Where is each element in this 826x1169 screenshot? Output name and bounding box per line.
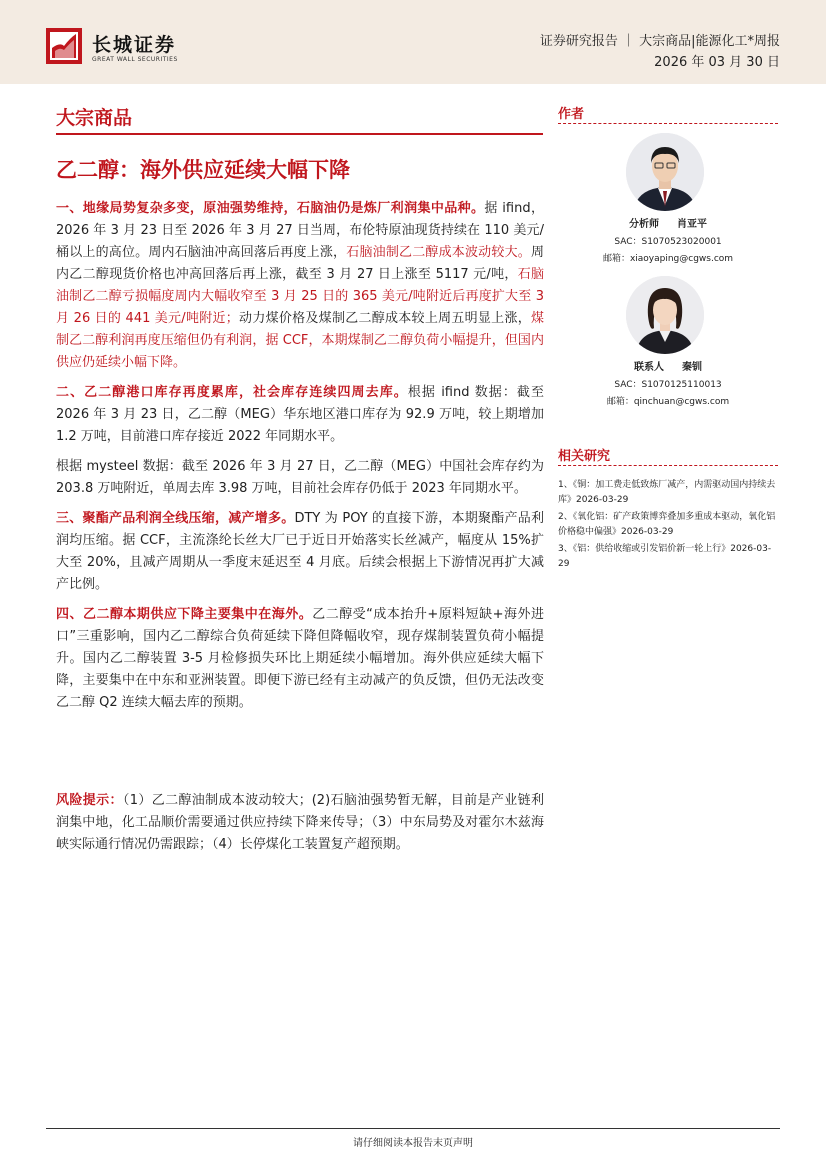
contact-role: 联系人 — [634, 362, 664, 373]
great-wall-logo-icon — [46, 28, 82, 64]
section-divider — [56, 133, 543, 135]
paragraph-text: 据 ifind，2026 年 3 月 23 日至 2026 年 3 月 27 日当周，布伦特原油现货持续在 110 美元/桶以上的高位。周内石脑油冲高回落后再度上涨， — [56, 201, 544, 260]
analyst-email[interactable]: 邮箱：xiaoyaping@cgws.com — [602, 254, 734, 264]
paragraph-text: 乙二醇受“成本抬升+原料短缺+海外进口”三重影响，国内乙二醇综合负荷延续下降但降幅收窄，现存煤制装置负荷小幅提升。国内乙二醇装置 3-5 月检修损失环比上期延续小幅增加。海外供应延续大幅下降，主要集中在中东和亚洲装置。即便下游已经有主动减产的负反馈，但仍无法改变乙二醇 Q2 连续大幅去库的预期。 — [56, 607, 544, 710]
paragraph-crude-oil — [56, 198, 544, 374]
footer-disclaimer: 请仔细阅读本报告末页声明 — [353, 1138, 473, 1149]
analyst-role: 分析师 — [629, 219, 659, 230]
risk-warning — [56, 790, 544, 856]
paragraph-heading: 三、聚酯产品利润全线压缩，减产增多。 — [56, 511, 295, 526]
report-date: 2026 年 03 月 30 日 — [654, 55, 780, 70]
authors-title: 作者 — [558, 107, 585, 122]
analyst-sac: SAC：S1070523020001 — [614, 237, 722, 247]
contact-sac: SAC：S1070125110013 — [614, 380, 722, 390]
paragraph-heading: 二、乙二醇港口库存再度累库，社会库存连续四周去库。 — [56, 385, 408, 400]
paragraph-port-inventory — [56, 382, 544, 448]
page-header — [0, 0, 826, 84]
related-research-item[interactable]: 3、《铝：供给收缩或引发铝价新一轮上行》2026-03-29 — [558, 544, 772, 569]
footer-divider — [46, 1128, 780, 1129]
analyst-name: 肖亚平 — [677, 219, 707, 230]
paragraph-heading: 一、地缘局势复杂多变，原油强势维持，石脑油仍是炼厂利润集中品种。 — [56, 201, 485, 216]
paragraph-social-inventory — [56, 456, 544, 500]
paragraph-heading: 四、乙二醇本期供应下降主要集中在海外。 — [56, 607, 313, 622]
company-name-cn: 长城证券 — [92, 34, 177, 56]
highlight-text: 石脑油制乙二醇亏损幅度周内大幅收窄至 3 月 25 日的 365 美元/吨附近后再度扩大至 3 月 26 日的 441 美元/吨附近； — [56, 267, 544, 326]
report-title: 乙二醇：海外供应延续大幅下降 — [56, 158, 350, 182]
contact-name: 秦钏 — [682, 362, 702, 373]
highlight-text: 煤制乙二醇利润再度压缩但仍有利润，据 CCF，本期煤制乙二醇负荷小幅提升，但国内供应仍延续小幅下降。 — [56, 311, 544, 370]
paragraph-supply — [56, 604, 544, 714]
report-body — [56, 198, 544, 722]
report-type: 证券研究报告 ｜ 大宗商品|能源化工*周报 — [539, 34, 780, 49]
paragraph-text: 根据 ifind 数据：截至 2026 年 3 月 23 日，乙二醇（MEG）华东地区港口库存为 92.9 万吨，较上期增加 1.2 万吨，目前港口库存接近 2022 年同期水平。 — [56, 385, 544, 444]
paragraph-text: DTY 为 POY 的直接下游，本期聚酯产品利润均压缩。据 CCF，主流涤纶长丝大厂已于近日开始落实长丝减产，幅度从 15%扩大至 20%，且减产周期从一季度末延迟至 4 月底。后续会根据上下游情况再扩大减产比例。 — [56, 511, 544, 592]
related-research-list — [558, 478, 780, 574]
contact-avatar — [626, 276, 704, 354]
company-name-en: GREAT WALL SECURITIES — [92, 56, 178, 63]
paragraph-text: 动力煤价格及煤制乙二醇成本较上周五明显上涨， — [238, 311, 531, 326]
paragraph-text: 周内乙二醇现货价格也冲高回落后再上涨，截至 3 月 27 日上涨至 5117 元/吨， — [56, 245, 544, 282]
paragraph-text: 根据 mysteel 数据：截至 2026 年 3 月 27 日，乙二醇（MEG）中国社会库存约为 203.8 万吨附近，单周去库 3.98 万吨，目前社会库存仍低于 2023 年同期水平。 — [56, 459, 544, 496]
contact-name-line — [558, 358, 778, 373]
related-research-item[interactable]: 1、《铜：加工费走低致炼厂减产，内需驱动国内持续去库》2026-03-29 — [558, 480, 776, 505]
analyst-name-line — [558, 215, 778, 230]
section-label: 大宗商品 — [56, 107, 133, 129]
analyst-avatar — [626, 133, 704, 211]
authors-divider — [558, 123, 778, 124]
risk-heading: 风险提示： — [56, 793, 123, 808]
contact-email[interactable]: 邮箱：qinchuan@cgws.com — [606, 397, 730, 407]
related-research-title: 相关研究 — [558, 449, 611, 464]
risk-text: （1）乙二醇油制成本波动较大；(2)石脑油强势暂无解，目前是产业链利润集中地，化工品顺价需要通过供应持续下降来传导；（3）中东局势及对霍尔木兹海峡实际通行情况仍需跟踪；（4）长停煤化工装置复产超预期。 — [56, 793, 544, 852]
related-research-item[interactable]: 2、《氧化铝：矿产政策博弈叠加多重成本驱动，氧化铝价格稳中偏强》2026-03-29 — [558, 512, 776, 537]
related-research-divider — [558, 465, 778, 466]
paragraph-polyester — [56, 508, 544, 596]
highlight-text: 石脑油制乙二醇成本波动较大。 — [346, 245, 531, 260]
